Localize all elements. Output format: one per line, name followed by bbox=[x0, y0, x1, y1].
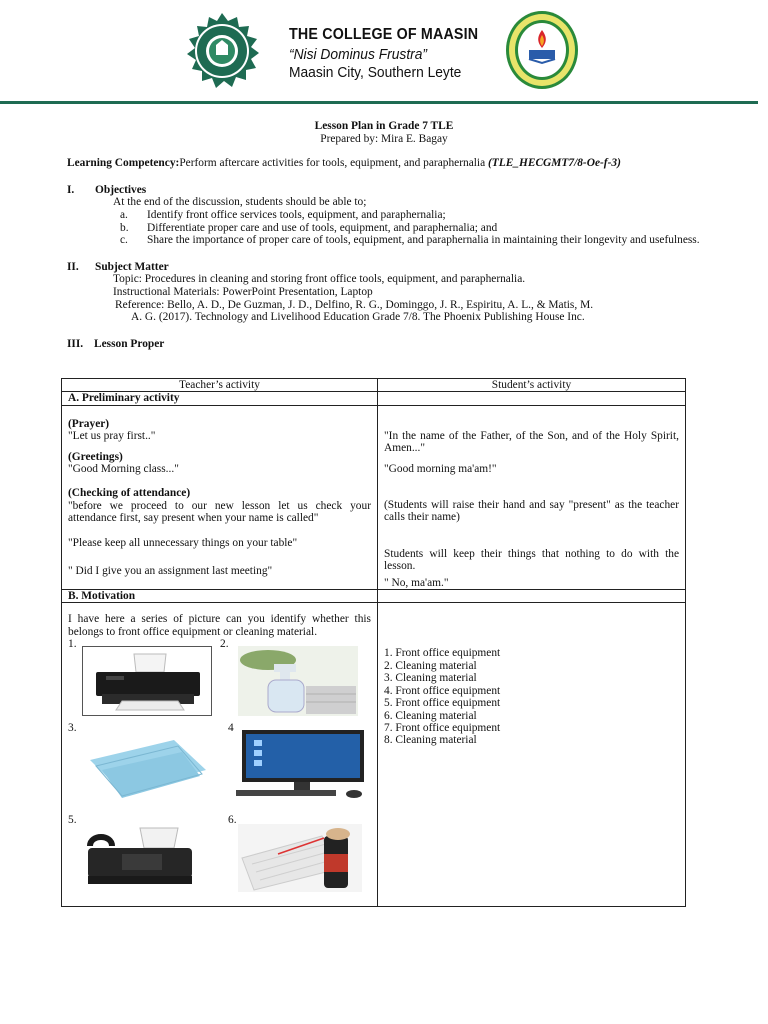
college-motto: “Nisi Dominus Frustra” bbox=[289, 46, 428, 63]
department-seal-logo bbox=[505, 10, 579, 90]
section-motivation: B. Motivation bbox=[62, 590, 378, 603]
desktop-computer-icon bbox=[234, 730, 366, 800]
subject-materials: Instructional Materials: PowerPoint Presentation, Laptop bbox=[113, 285, 373, 298]
document-title: Lesson Plan in Grade 7 TLE bbox=[314, 120, 454, 132]
printer-icon bbox=[82, 646, 212, 716]
column-header-teacher: Teacher’s activity bbox=[62, 379, 378, 392]
list-item: 5. Front office equipment bbox=[384, 697, 501, 710]
list-item: a. Identify front office services tools, equipment, and paraphernalia; bbox=[120, 208, 446, 221]
subject-reference-line2: A. G. (2017). Technology and Livelihood Education Grade 7/8. The Phoenix Publishing House Inc. bbox=[131, 311, 585, 324]
objectives-list bbox=[67, 209, 701, 247]
list-item: 4. Front office equipment bbox=[384, 684, 501, 697]
header-divider bbox=[0, 101, 758, 104]
lesson-proper-heading: III. Lesson Proper bbox=[67, 337, 165, 350]
learning-competency bbox=[67, 157, 701, 170]
picture-grid: 1. 2. 3. 4 5. 6. bbox=[68, 638, 371, 906]
list-item: c. Share the importance of proper care of tools, equipment, and paraphernalia in maintaining their longevity and usefulness. bbox=[120, 234, 700, 247]
motivation-prompt: I have here a series of picture can you identify whether this belongs to front office equipment or cleaning material. bbox=[68, 613, 371, 638]
list-item: 1. Front office equipment bbox=[384, 647, 501, 660]
list-item: 7. Front office equipment bbox=[384, 721, 501, 734]
subject-reference-line1: Reference: Bello, A. D., De Guzman, J. D., Delfino, R. G., Dominggo, J. R., Espiritu, A. L., & Matis, M. bbox=[115, 298, 594, 311]
cleaning-cloth-icon bbox=[82, 730, 212, 806]
list-item: 6. Cleaning material bbox=[384, 709, 477, 722]
prepared-by: Prepared by: Mira E. Bagay bbox=[320, 132, 448, 145]
subject-matter-heading: II. Subject Matter bbox=[67, 260, 169, 273]
spray-bottle-icon bbox=[238, 646, 358, 716]
lesson-plan-document bbox=[67, 120, 701, 350]
objectives-heading: I. Objectives bbox=[67, 183, 147, 196]
section-preliminary: A. Preliminary activity bbox=[62, 392, 378, 405]
competency-code: (TLE_HECGMT7/8-Oe-f-3) bbox=[488, 157, 621, 170]
college-seal-logo bbox=[183, 12, 261, 90]
subject-topic: Topic: Procedures in cleaning and storing front office tools, equipment, and paraphernalia. bbox=[113, 273, 526, 286]
column-header-student: Student’s activity bbox=[378, 379, 686, 392]
objectives-intro: At the end of the discussion, students should be able to; bbox=[113, 196, 367, 209]
competency-text: Perform aftercare activities for tools, equipment, and paraphernalia bbox=[179, 157, 488, 170]
college-info bbox=[289, 26, 495, 81]
student-motivation-cell bbox=[378, 603, 686, 907]
college-name: THE COLLEGE OF MAASIN bbox=[289, 26, 479, 43]
answer-list bbox=[384, 647, 679, 746]
list-item: b. Differentiate proper care and use of tools, equipment, and paraphernalia; and bbox=[120, 221, 498, 234]
list-item: 2. Cleaning material bbox=[384, 659, 477, 672]
list-item: 3. Cleaning material bbox=[384, 672, 477, 685]
competency-label: Learning Competency: bbox=[67, 157, 180, 170]
list-item: 8. Cleaning material bbox=[384, 734, 477, 747]
teacher-motivation-cell bbox=[62, 603, 378, 907]
college-location: Maasin City, Southern Leyte bbox=[289, 64, 462, 81]
lesson-table bbox=[61, 378, 686, 907]
student-preliminary-cell: "In the name of the Father, of the Son, and of the Holy Spirit, Amen..." "Good morning ma'am!" (Students will raise their hand and say "present" as the teacher calls their name) Students will keep their things that nothing to do with the lesson. " No, ma'am." bbox=[378, 405, 686, 589]
fax-machine-icon bbox=[82, 824, 202, 888]
letterhead bbox=[0, 0, 768, 104]
teacher-preliminary-cell: (Prayer) "Let us pray first.." (Greetings) "Good Morning class..." (Checking of attendance) "before we proceed to our new lesson let us check your attendance first, say present when your name is called" "Please keep all unnecessary things on your table" " Did I give you an assignment last meeting" bbox=[62, 405, 378, 589]
keyboard-duster-icon bbox=[238, 824, 362, 892]
